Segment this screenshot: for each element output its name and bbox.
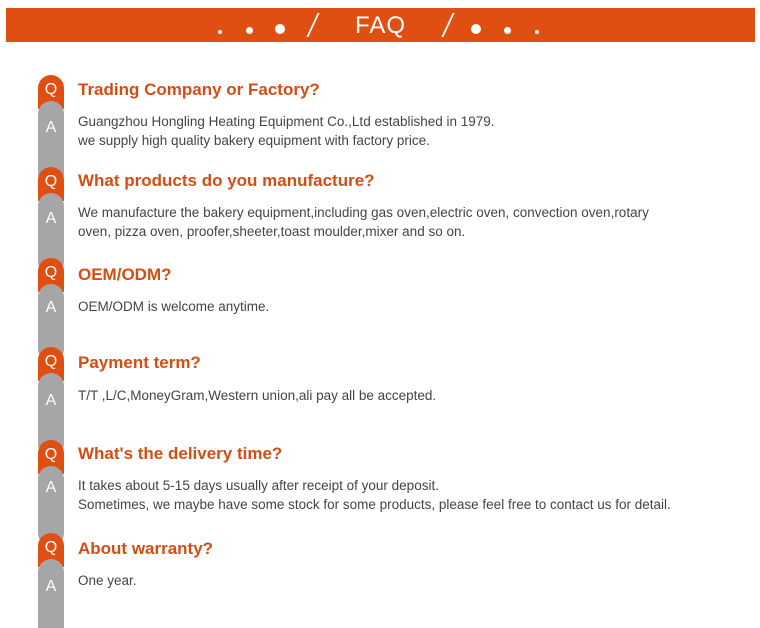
faq-question: About warranty? — [78, 539, 214, 558]
dot-decoration — [504, 27, 511, 34]
answer-line: One year. — [78, 573, 137, 588]
answer-line: T/T ,L/C,MoneyGram,Western union,ali pay all be accepted. — [78, 388, 437, 403]
answer-line: OEM/ODM is welcome anytime. — [78, 299, 270, 314]
faq-answer — [78, 297, 269, 316]
question-badge: Q — [38, 75, 64, 109]
answer-badge: A — [38, 559, 64, 628]
question-badge: Q — [38, 347, 64, 381]
answer-badge: A — [38, 193, 64, 275]
question-badge: Q — [38, 167, 64, 201]
faq-question: What's the delivery time? — [78, 444, 283, 463]
faq-answer — [78, 112, 495, 150]
page-title: FAQ — [354, 12, 406, 39]
question-badge: Q — [38, 533, 64, 567]
faq-answer — [78, 386, 436, 405]
question-badge: Q — [38, 440, 64, 474]
dot-decoration — [535, 30, 539, 34]
faq-answer — [78, 476, 671, 514]
question-badge: Q — [38, 258, 64, 292]
answer-line: We manufacture the bakery equipment,including gas oven,electric oven, convection oven,rotary — [78, 205, 649, 220]
faq-question: What products do you manufacture? — [78, 171, 375, 190]
answer-line: It takes about 5-15 days usually after receipt of your deposit. — [78, 478, 439, 493]
answer-line: oven, pizza oven, proofer,sheeter,toast moulder,mixer and so on. — [78, 224, 466, 239]
faq-question: Trading Company or Factory? — [78, 80, 320, 99]
faq-question: Payment term? — [78, 353, 201, 372]
answer-badge: A — [38, 101, 64, 187]
answer-badge: A — [38, 284, 64, 362]
faq-banner — [6, 8, 755, 42]
answer-badge: A — [38, 466, 64, 546]
answer-line: Sometimes, we maybe have some stock for some products, please feel free to contact us for detail. — [78, 497, 671, 512]
faq-answer — [78, 571, 137, 590]
faq-answer — [78, 203, 649, 241]
answer-badge: A — [38, 373, 64, 457]
qa-badge — [38, 440, 64, 546]
dot-decoration — [471, 24, 481, 34]
qa-badge — [38, 533, 64, 628]
faq-question: OEM/ODM? — [78, 265, 172, 284]
answer-line: Guangzhou Hongling Heating Equipment Co.,Ltd established in 1979. — [78, 114, 495, 129]
answer-line: we supply high quality bakery equipment with factory price. — [78, 133, 430, 148]
